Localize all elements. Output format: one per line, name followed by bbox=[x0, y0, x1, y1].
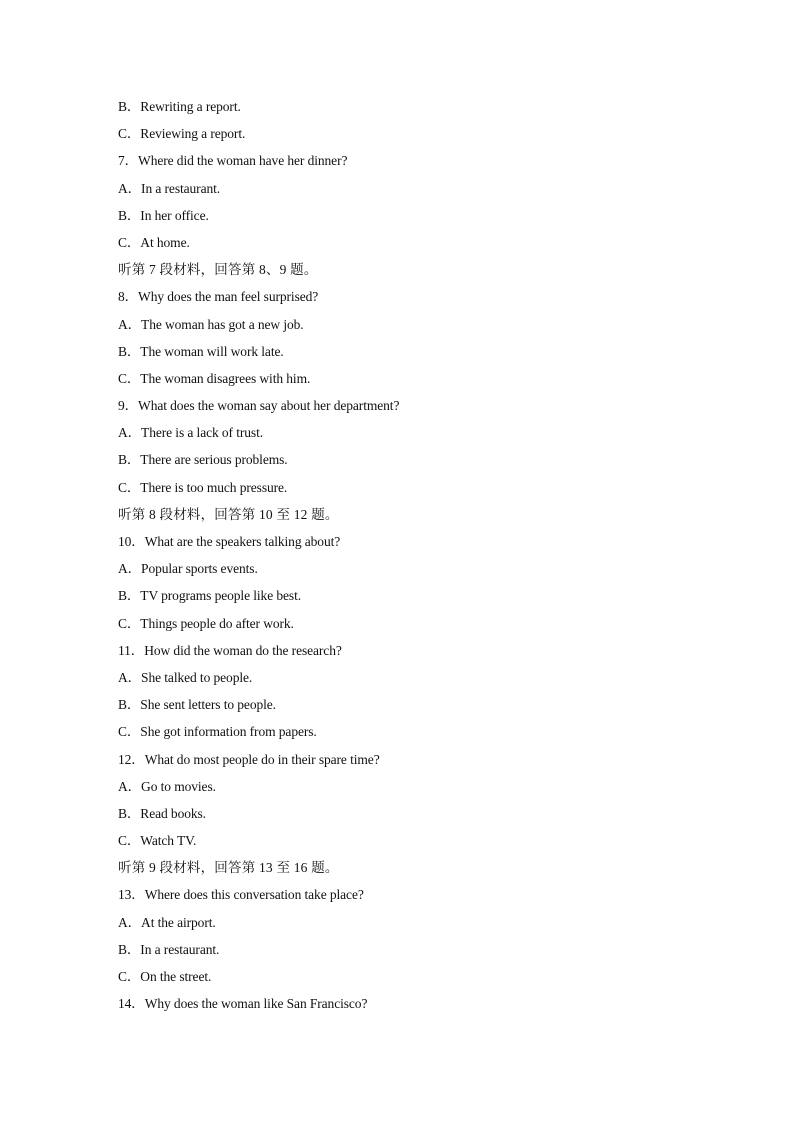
option-line: C．She got information from papers. bbox=[118, 724, 317, 740]
question-line: 13．Where does this conversation take place? bbox=[118, 887, 364, 903]
question-line: 14．Why does the woman like San Francisco? bbox=[118, 996, 368, 1012]
option-line: C．On the street. bbox=[118, 969, 212, 984]
option-line: B．There are serious problems. bbox=[118, 452, 288, 468]
option-line: C．Reviewing a report. bbox=[118, 126, 246, 142]
section-instruction: 听第 7 段材料，回答第 8、9 题。 bbox=[118, 262, 318, 278]
option-line: A．There is a lack of trust. bbox=[118, 425, 264, 441]
question-list bbox=[118, 93, 718, 1017]
option-line: B．The woman will work late. bbox=[118, 343, 284, 359]
option-line: C．Things people do after work. bbox=[118, 615, 294, 631]
question-line: 11．How did the woman do the research? bbox=[118, 642, 342, 658]
option-line: A．Go to movies. bbox=[118, 778, 216, 794]
option-line: C．The woman disagrees with him. bbox=[118, 370, 311, 386]
option-line: A．Popular sports events. bbox=[118, 561, 258, 577]
option-line: C．There is too much pressure. bbox=[118, 479, 288, 495]
question-line: 7．Where did the woman have her dinner? bbox=[118, 153, 348, 169]
section-instruction: 听第 8 段材料，回答第 10 至 12 题。 bbox=[118, 506, 339, 522]
option-line: A．In a restaurant. bbox=[118, 180, 221, 196]
option-line: B．Read books. bbox=[118, 805, 206, 821]
option-line: B．In her office. bbox=[118, 207, 209, 223]
option-line: B．In a restaurant. bbox=[118, 941, 220, 957]
option-line: A．At the airport. bbox=[118, 914, 216, 930]
question-line: 9．What does the woman say about her department? bbox=[118, 398, 400, 414]
question-line: 10．What are the speakers talking about? bbox=[118, 534, 341, 549]
option-line: A．She talked to people. bbox=[118, 669, 253, 685]
section-instruction: 听第 9 段材料，回答第 13 至 16 题。 bbox=[118, 860, 339, 876]
option-line: B．She sent letters to people. bbox=[118, 697, 276, 713]
option-line: B．TV programs people like best. bbox=[118, 588, 301, 604]
question-line: 8．Why does the man feel surprised? bbox=[118, 289, 319, 305]
option-line: B．Rewriting a report. bbox=[118, 99, 241, 114]
option-line: C．Watch TV. bbox=[118, 833, 197, 849]
option-line: A．The woman has got a new job. bbox=[118, 316, 304, 332]
question-line: 12．What do most people do in their spare time? bbox=[118, 751, 380, 767]
option-line: C．At home. bbox=[118, 234, 190, 250]
